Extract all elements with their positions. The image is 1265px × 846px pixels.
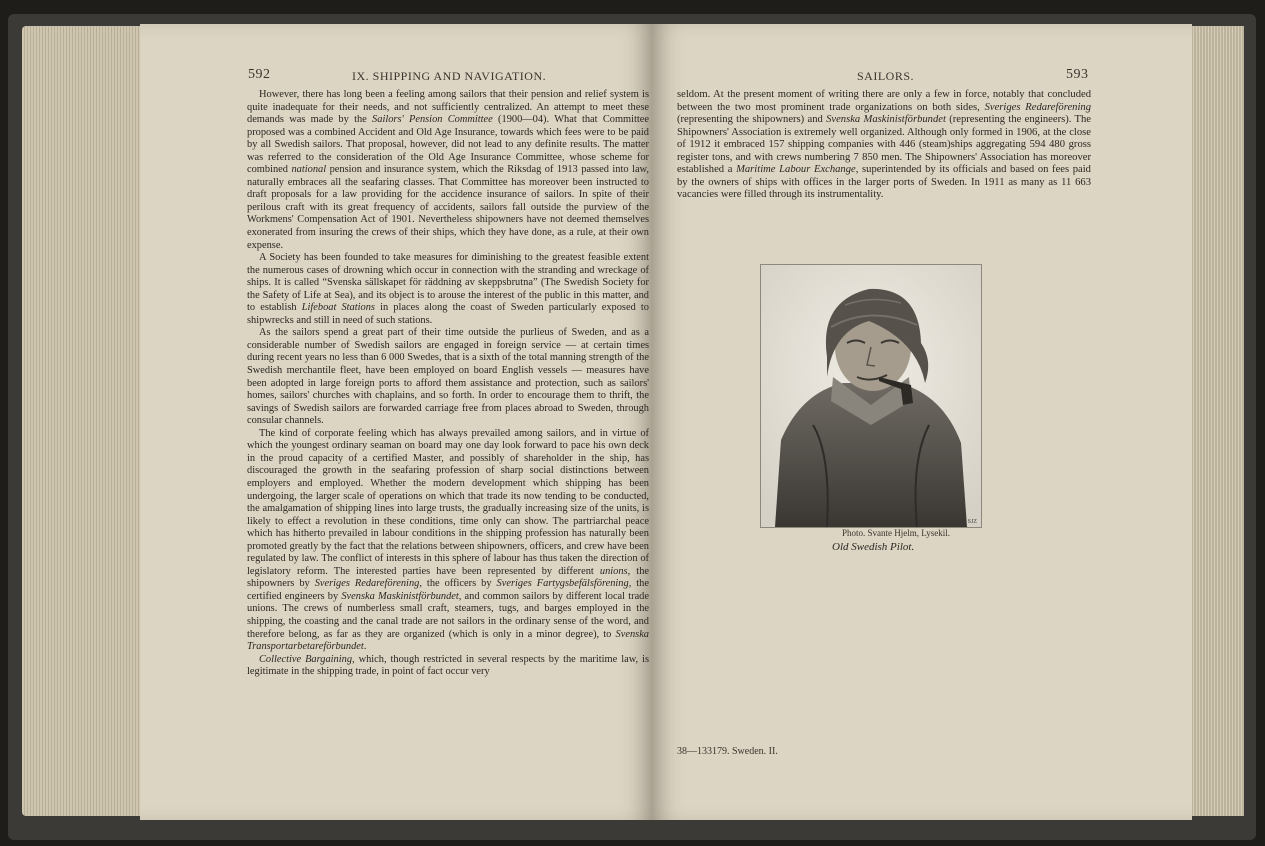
photo-credit: Photo. Svante Hjelm, Lysekil.: [842, 528, 950, 538]
left-body-text: [247, 89, 649, 679]
right-folio: 593: [1066, 67, 1089, 82]
left-running-head: IX. SHIPPING AND NAVIGATION.: [352, 69, 547, 83]
pilot-photograph: [760, 264, 982, 528]
left-folio: 592: [248, 67, 271, 82]
paragraph: Collective Bargaining, which, though restricted in several respects by the maritime law, is legitimate in the shipping trade, in point of fact occur very: [247, 653, 649, 678]
paragraph: However, there has long been a feeling among sailors that their pension and relief system is quite inadequate for their needs, and not sufficiently centralized. An attempt to meet these demands was made by the Sailors' Pension Committee (1900—04). What that Committee proposed was a combined Accident and Old Age Insurance, towards which fees were to be paid by all Swedish sailors. That proposal, however, did not lead to any definite results. The matter was referred to the consideration of the Old Age Insurance Committee, whose scheme for combined national pension and insurance system, which the Riksdag of 1913 passed into law, naturally embraces all the seafaring classes. That Committee has moreover been instructed to draft proposals for a law providing for the accidence insurance of sailors. In spite of their perilous craft with its great frequency of accidents, sailors fall outside the purview of the Workmens' Compensation Act of 1901. Nevertheless shipowners have not deemed themselves exonerated from insuring the crews of their ships, which they have done, as a rule, at their own expense.: [247, 89, 650, 251]
signature-mark: 38—133179. Sweden. II.: [677, 746, 778, 757]
paragraph: The kind of corporate feeling which has always prevailed among sailors, and in virtue of which the youngest ordinary seaman on board may one day look forward to pace his own deck in the proud capacity of a certified Master, and possibly of shareholder in the ship, has discouraged the growth in the seafaring profession of sharp social distinctions between employers and employed. Whether the modern development which shipping has been undergoing, the larger scale of operations on which that trade its now tending to be conducted, the amalgamation of shipping lines into large trusts, the gradually increasing size of the units, is likely to effect a revolution in these conditions, time only can show. The partriarchal peace which has hitherto prevailed in labour conditions in the shipping profession has naturally been promoted greatly by the fact that the relations between shipowners, officers, and crew have been regulated by law. The conflict of interests in this sphere of labour has thus taken the direction of legislatory reform. The interested parties have been represented by different unions, the shipowners by Sveriges Redareförening, the officers by Sveriges Fartygsbefälsförening, the certified engineers by Svenska Maskinistförbundet, and common sailors by different local trade unions. The crews of numberless small craft, steamers, tugs, and barges employed in the shipping, the coasting and the canal trade are not sailors in the ordinary sense of the word, and therefore belong, as far as they are organized (which is only in a minor degree), to Svenska Transportarbetareförbundet.: [247, 427, 650, 653]
paragraph: As the sailors spend a great part of their time outside the purlieus of Sweden, and as a considerable number of Swedish sailors are engaged in foreign service — at certain times during recent years no less than 6 000 Swedes, that is a sixth of the total manning strength of the Swedish merchantile fleet, have been employed on board English vessels — measures have been adopted in large foreign ports to afford them assistance and protection, such as sailors' homes, sailors' churches with chaplains, and so forth. In order to encourage them to thrift, the savings of Swedish sailors are forwarded carriage free from places abroad to Sweden, through consular channels.: [247, 327, 649, 427]
photo-mark: SJZ: [967, 519, 977, 525]
right-running-head: SAILORS.: [857, 69, 915, 83]
page-edges-left: [22, 26, 142, 816]
paragraph: A Society has been founded to take measures for diminishing to the greatest feasible extent the numerous cases of drowning which occur in connection with the stranding and wreckage of ships. It is called “Svenska sällskapet för räddning av skeppsbrutna” (The Swedish Society for the Safety of Life at Sea), and its object is to arouse the interest of the public in this matter, and to establish Lifeboat Stations in places along the coast of Sweden particularly exposed to shipwrecks and still in need of such stations.: [247, 252, 649, 326]
pilot-portrait-image: [761, 265, 981, 527]
photo-caption: Old Swedish Pilot.: [832, 541, 915, 553]
paragraph: seldom. At the present moment of writing there are only a few in force, notably that concluded between the two most prominent trade organizations on both sides, Sveriges Redareförening (representing the shipowners) and Svenska Maskinistförbundet (representing the engineers). The Shipowners' Association is extremely well organized. Although only formed in 1906, at the close of 1912 it embraced 157 shipping companies with 446 (steam)ships aggregating 594 480 gross register tons, and with crews numbering 7 850 men. The Shipowners' Association has moreover established a Maritime Labour Exchange, superintended by its officials and based on fees paid by the owners of ships with offices in the larger ports of Sweden. In 1911 as many as 11 663 vacancies were filled through its instrumentality.: [677, 89, 1091, 201]
right-body-text: [677, 89, 1091, 202]
page-edges-right: [1188, 26, 1244, 816]
